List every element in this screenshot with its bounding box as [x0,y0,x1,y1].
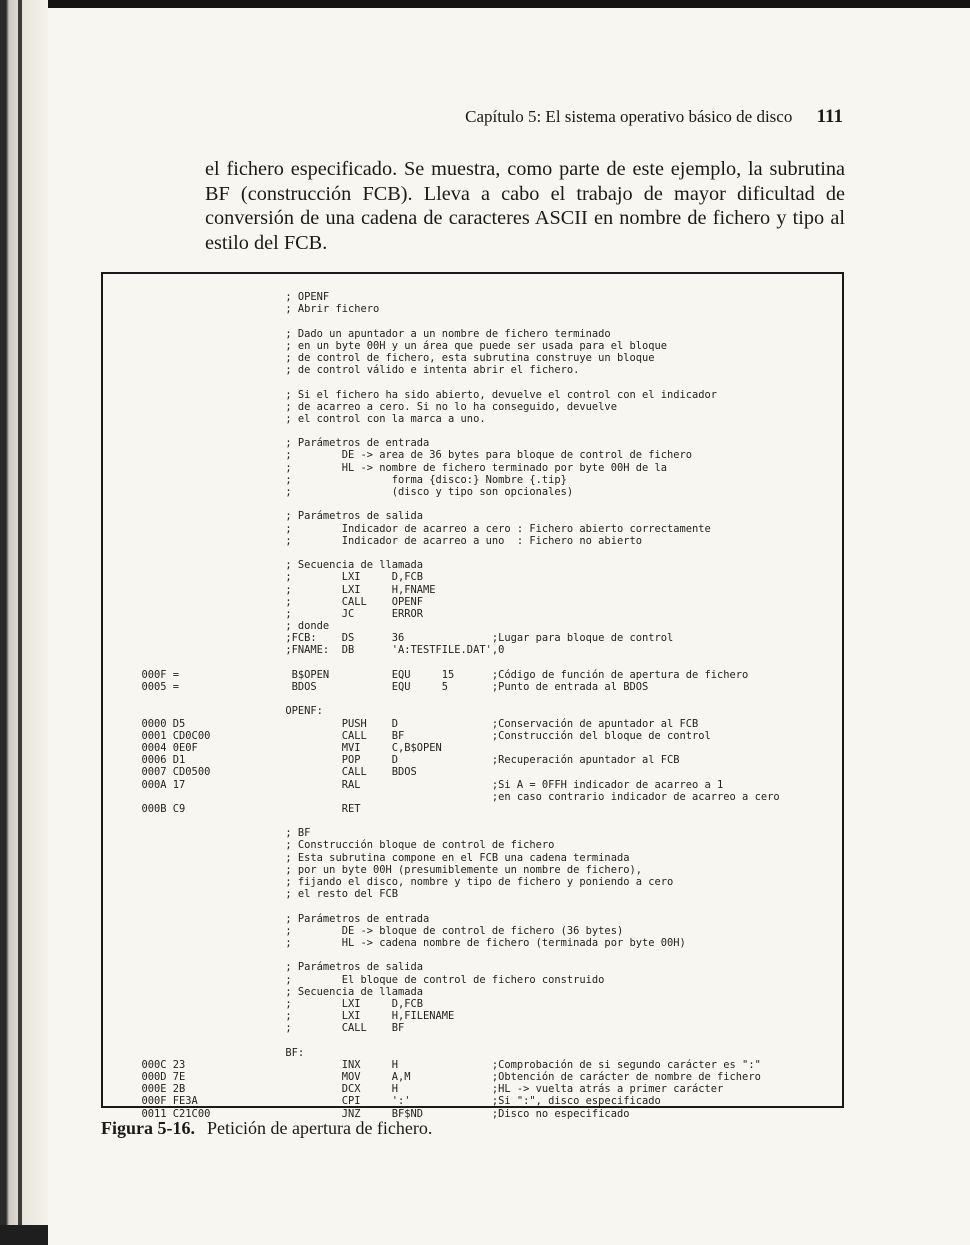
code-line: ; JC ERROR [129,607,424,620]
code-listing-figure [101,272,844,1120]
code-line: ; HL -> nombre de fichero terminado por byte 00H de la [129,461,667,474]
code-line: ; Indicador de acarreo a cero : Fichero abierto correctamente [129,522,711,535]
code-line: ; HL -> cadena nombre de fichero (terminada por byte 00H) [129,936,686,949]
code-line: ; de control válido e intenta abrir el fichero. [129,364,580,377]
code-line: ; OPENF [129,291,330,303]
figure-caption-text: Petición de apertura de fichero. [207,1118,433,1138]
code-line: ; en un byte 00H y un área que puede ser usada para el bloque [129,339,667,352]
code-line: ; fijando el disco, nombre y tipo de fichero y poniendo a cero [129,876,674,888]
code-line [129,425,780,437]
code-line: ; DE -> bloque de control de fichero (36 bytes) [129,924,624,937]
figure-caption [101,1118,432,1139]
code-line: ; CALL BF [129,1022,405,1035]
code-line: ; CALL OPENF [129,595,424,608]
code-line: ; LXI D,FCB [129,997,424,1010]
code-line [129,900,780,912]
code-line: 0000 D5 PUSH D ;Conservación de apuntador al FCB [129,717,699,730]
code-line: ;en caso contrario indicador de acarreo a cero [129,790,780,803]
book-gutter [0,0,48,1245]
code-line: ; LXI H,FNAME [129,583,436,596]
code-line: ; Secuencia de llamada [129,559,424,572]
code-line: 000E 2B DCX H ;HL -> vuelta atrás a primer carácter [129,1083,724,1096]
code-line: ; LXI D,FCB [129,571,424,584]
code-line [129,315,780,327]
code-line: ; LXI H,FILENAME [129,1010,455,1023]
code-line: 000C 23 INX H ;Comprobación de si segundo carácter es ":" [129,1058,761,1071]
code-line [129,815,780,827]
code-line: 0001 CD0C00 CALL BF ;Construcción del bloque de control [129,729,711,742]
code-line: 0006 D1 POP D ;Recuperación apuntador al FCB [129,754,680,767]
code-line: ; Parámetros de salida [129,961,424,974]
figure-label: Figura 5-16. [101,1118,195,1138]
code-line: ; (disco y tipo son opcionales) [129,486,574,498]
code-line [129,693,780,705]
code-line: ; Indicador de acarreo a uno : Fichero no abierto [129,534,642,547]
code-line [129,376,780,388]
code-line: ; donde [129,620,330,633]
code-line: ; de control de fichero, esta subrutina construye un bloque [129,351,655,364]
code-line: ; Parámetros de entrada [129,912,430,925]
code-line: 000B C9 RET [129,802,361,815]
code-line [129,498,780,510]
code-line: ; forma {disco:} Nombre {.tip} [129,473,567,486]
code-line [129,547,780,559]
code-line: ; Construcción bloque de control de fichero [129,839,555,852]
body-paragraph: el fichero especificado. Se muestra, como parte de este ejemplo, la subrutina BF (construcción FCB). Lleva a cabo el trabajo de mayor dificultad de conversión de una cadena de caracteres ASCII en nombre de fichero y tipo al estilo del FCB. [205,158,845,254]
chapter-title: Capítulo 5: El sistema operativo básico de disco [465,107,793,126]
book-spine [18,0,22,1245]
code-line: 0011 C21C00 JNZ BF$ND ;Disco no especificado [129,1107,630,1120]
code-line: 0005 = BDOS EQU 5 ;Punto de entrada al BDOS [129,681,649,693]
code-line [129,1034,780,1046]
code-line: ; Esta subrutina compone en el FCB una cadena terminada [129,851,630,864]
code-line: ; DE -> area de 36 bytes para bloque de control de fichero [129,449,693,462]
code-line: ; Abrir fichero [129,303,380,316]
code-line: ; de acarreo a cero. Si no lo ha conseguido, devuelve [129,400,617,413]
code-line [129,657,780,669]
code-line: ;FCB: DS 36 ;Lugar para bloque de control [129,632,674,645]
code-line: ; Dado un apuntador a un nombre de fichero terminado [129,327,611,340]
code-line: ; Parámetros de salida [129,510,424,523]
code-line: 0007 CD0500 CALL BDOS [129,766,417,779]
code-line: 0004 0E0F MVI C,B$OPEN [129,741,442,754]
code-line: OPENF: [129,705,323,718]
page-number: 111 [816,106,843,127]
code-line: ; Parámetros de entrada [129,437,430,450]
code-line: ; Secuencia de llamada [129,985,424,998]
code-line: ; el resto del FCB [129,888,398,901]
code-line: 000A 17 RAL ;Si A = 0FFH indicador de acarreo a 1 [129,778,724,791]
code-line: ; BF [129,827,311,840]
code-line: 000F = B$OPEN EQU 15 ;Código de función de apertura de fichero [129,668,749,681]
code-line: ; Si el fichero ha sido abierto, devuelve el control con el indicador [129,388,718,401]
code-line: 000F FE3A CPI ':' ;Si ":", disco especificado [129,1095,661,1108]
code-line: ; el control con la marca a uno. [129,412,486,425]
code-line: ; por un byte 00H (presumiblemente un nombre de fichero), [129,863,642,876]
code-line: BF: [129,1046,305,1059]
running-head [465,106,843,128]
page-top-edge [0,0,970,8]
assembly-listing [129,291,780,1120]
code-line: ;FNAME: DB 'A:TESTFILE.DAT',0 [129,644,505,657]
code-line: 000D 7E MOV A,M ;Obtención de carácter de nombre de fichero [129,1071,761,1083]
gutter-shadow [0,1225,48,1245]
code-line [129,949,780,961]
code-line: ; El bloque de control de fichero construido [129,973,605,986]
